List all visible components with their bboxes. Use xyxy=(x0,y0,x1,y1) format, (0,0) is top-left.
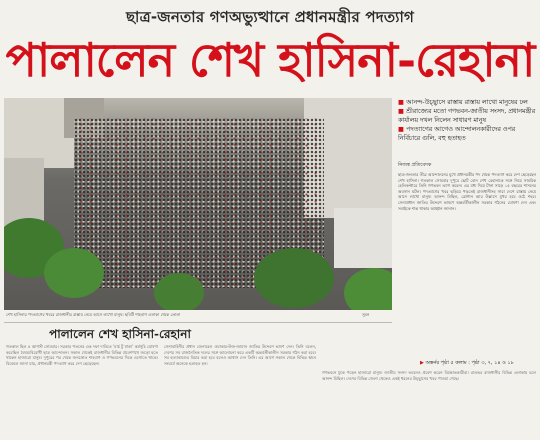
bullet-icon: ■ xyxy=(398,99,407,106)
bullet-icon: ■ xyxy=(398,108,407,115)
bullet-item: ■ পদত্যাগের আগেও আন্দোলনকারীদের ওপর নির্বিচারে গুলি, বহু হতাহত xyxy=(398,126,516,142)
article-column-2: সেনাবাহিনীর প্রধান জেনারেল ওয়াকার-উজ-জামান জাতির উদ্দেশে ভাষণ দেন। তিনি বলেন, দেশের সব রাজনৈতিক দলের সঙ্গে আলোচনা করে একটি অন্তর্বর্তীকালীন সরকার গঠন করা হবে। সব হত্যাকাণ্ডের বিচার করা হবে বলেও আশ্বাস দেন তিনি। এর আগে সকাল থেকে বিভিন্ন স্থানে সংঘর্ষে অনেকে হতাহত হন। xyxy=(164,344,316,366)
photo-caption: শেখ হাসিনার পদত্যাগের খবরে রাজধানীর রাস্তায় নেমে আসে লাখো মানুষ। ছবিটি শাহবাগ এলাকা থেকে তোলা xyxy=(6,312,181,317)
pointer-icon: ▶ xyxy=(420,360,426,366)
bullet-item: ■ আনন্দ-উচ্ছ্বাসে রাস্তায় রাস্তায় লাখো মানুষের ঢল xyxy=(398,99,528,106)
article-column-3: গণভবনে ঢুকে পড়েন হাজারো মানুষ। জাতীয় সংসদ ভবনেও প্রবেশ করেন বিক্ষোভকারীরা। রাতভর রাজধানীর বিভিন্ন এলাকায় চলে আনন্দ মিছিল। দেশের বিভিন্ন জেলা থেকেও একই ধরনের উচ্ছ্বাসের খবর পাওয়া গেছে। xyxy=(322,370,536,381)
continued-note: ▶ অস্তর্নর পৃষ্ঠা ৫ কলাম : পৃষ্ঠা ৩, ৭, ১৪ ও ১৮ xyxy=(420,360,514,366)
main-headline: পালালেন শেখ হাসিনা-রেহানা xyxy=(5,33,535,87)
bullet-item: ■ শ্রীরাজ্যের মতো গণভবন-জাতীয় সংসদ, প্রধানমন্ত্রীর কার্যালয় দখল নিলেন সাধারণ মানুষ xyxy=(398,108,536,124)
byline: নিজস্ব প্রতিবেদক xyxy=(398,162,432,168)
highlight-bullets xyxy=(398,98,536,143)
tree xyxy=(254,248,334,308)
article-column-1: গতকাল ছিল ৫ আগস্ট সোমবার। সরকার পতনের এক দফা দাবিতে ‘মার্চ টু ঢাকা’ কর্মসূচি ঘোষণা করেছিল বৈষম্যবিরোধী ছাত্র আন্দোলন। সকাল থেকেই রাজধানীর বিভিন্ন প্রবেশপথে জড়ো হতে থাকেন হাজারো মানুষ। দুপুরের পর থেকে জনস্রোত শাহবাগ ও গণভবনের দিকে এগোতে থাকে। বিকেলে জানা যায়, প্রধানমন্ত্রী পদত্যাগ করে দেশ ছেড়েছেন। xyxy=(6,344,158,366)
photo-credit: সুমন xyxy=(362,312,370,317)
article-body-right: ছাত্র-জনতার তীব্র আন্দোলনের মুখে প্রধানমন্ত্রীর পদ থেকে পদত্যাগ করে দেশ ছেড়েছেন শেখ হাসিনা। গতকাল সোমবার দুপুরে ছোট বোন শেখ রেহানাকে সঙ্গে নিয়ে সামরিক হেলিকপ্টারে তিনি গণভবন ত্যাগ করেন। এর মধ্য দিয়ে টানা সাড়ে ১৫ বছরের শাসনের অবসান ঘটল। পদত্যাগের খবর ছড়িয়ে পড়তেই রাজধানীসহ সারা দেশে রাস্তায় নেমে আসে লাখো মানুষ। আনন্দ মিছিল, স্লোগান আর উল্লাসে মুখর হয়ে ওঠে শহর। সেনাপ্রধান জাতির উদ্দেশে ভাষণে অন্তর্বর্তীকালীন সরকার গঠনের ঘোষণা দেন এবং সবাইকে শান্ত থাকার আহ্বান জানান। xyxy=(398,172,536,211)
building xyxy=(334,208,392,268)
crowd-photo xyxy=(4,98,392,310)
tree xyxy=(44,248,104,298)
tree xyxy=(154,273,204,310)
bullet-icon: ■ xyxy=(398,126,407,133)
article-subhead: পালালেন শেখ হাসিনা-রেহানা xyxy=(49,327,191,341)
kicker-headline: ছাত্র-জনতার গণঅভ্যুত্থানে প্রধানমন্ত্রীর পদত্যাগ xyxy=(125,8,415,26)
tree xyxy=(344,268,392,310)
divider xyxy=(4,322,392,323)
